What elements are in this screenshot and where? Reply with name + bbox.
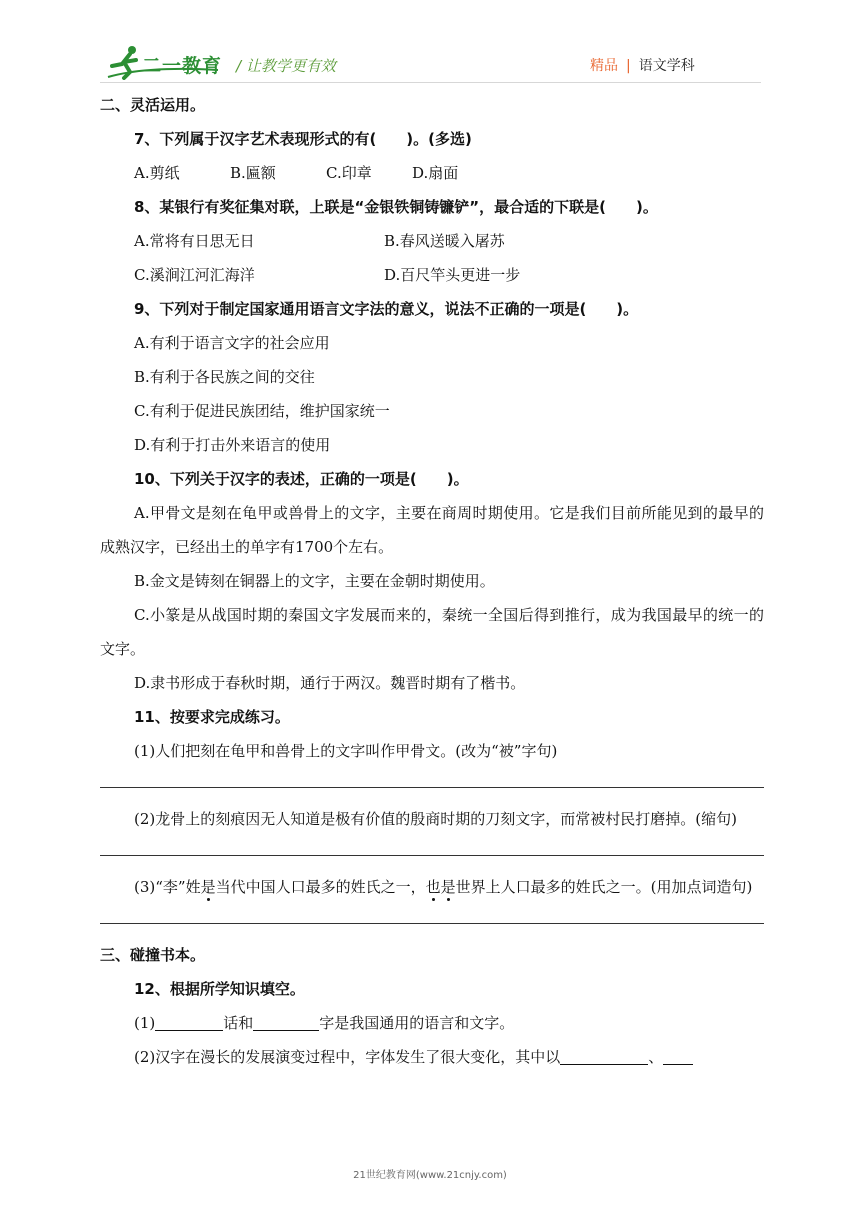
option-row	[100, 224, 764, 258]
option: B.有利于各民族之间的交往	[134, 368, 315, 386]
sub-question: (2)龙骨上的刻痕因无人知道是极有价值的殷商时期的刀刻文字，而常被村民打磨掉。(缩句)	[134, 810, 737, 828]
sub-question: (1)人们把刻在龟甲和兽骨上的文字叫作甲骨文。(改为“被”字句)	[134, 742, 558, 760]
slogan: / 让教学更有效	[236, 57, 336, 75]
option: B.春风送暖入屠苏	[384, 232, 505, 250]
option-row	[100, 156, 764, 190]
option: A.常将有日思无日	[134, 232, 255, 250]
answer-line[interactable]	[100, 923, 764, 924]
dotted-char: 也	[425, 878, 441, 896]
blank[interactable]	[253, 1012, 319, 1031]
section-title: 二、灵活运用。	[100, 96, 206, 114]
document-body	[100, 88, 764, 1074]
question-stem: 7、下列属于汉字艺术表现形式的有( )。(多选)	[134, 130, 472, 148]
option: A.甲骨文是刻在龟甲或兽骨上的文字，主要在商周时期使用。它是我们目前所能见到的最早的成熟汉字，已经出土的单字有1700个左右。	[100, 504, 764, 556]
question-stem: 10、下列关于汉字的表述，正确的一项是( )。	[134, 470, 469, 488]
page-header	[0, 0, 860, 90]
option: A.剪纸	[134, 164, 180, 182]
dotted-char: 是	[440, 878, 456, 896]
option: D.百尺竿头更进一步	[384, 266, 521, 284]
question-stem: 12、根据所学知识填空。	[134, 980, 305, 998]
option: C.印章	[326, 164, 372, 182]
fill-in-row: (1) 话和 字是我国通用的语言和文字。	[134, 1014, 515, 1032]
option: B.匾额	[230, 164, 276, 182]
option: D.隶书形成于春秋时期，通行于两汉。魏晋时期有了楷书。	[134, 674, 526, 692]
question-stem: 8、某银行有奖征集对联，上联是“金银铁铜铸镰铲”，最合适的下联是( )。	[134, 198, 658, 216]
question-stem: 11、按要求完成练习。	[134, 708, 290, 726]
subject-label: 语文学科	[638, 58, 695, 74]
dotted-word: 是	[200, 878, 216, 896]
answer-line[interactable]	[100, 855, 764, 856]
option: A.有利于语言文字的社会应用	[134, 334, 330, 352]
header-divider	[100, 82, 761, 83]
section-title: 三、碰撞书本。	[100, 946, 206, 964]
logo-text: 二一教育	[142, 55, 223, 77]
blank[interactable]	[560, 1046, 648, 1065]
quality-badge: 精品	[590, 58, 618, 74]
blank[interactable]	[155, 1012, 223, 1031]
blank[interactable]	[663, 1046, 693, 1065]
option: C.溪涧江河汇海洋	[134, 266, 255, 284]
footer-source: 21世纪教育网(www.21cnjy.com)	[353, 1170, 507, 1181]
answer-line[interactable]	[100, 787, 764, 788]
question-stem: 9、下列对于制定国家通用语言文字法的意义，说法不正确的一项是( )。	[134, 300, 639, 318]
header-subject: 精品 | 语文学科	[590, 58, 695, 74]
option: C.小篆是从战国时期的秦国文字发展而来的，秦统一全国后得到推行，成为我国最早的统一的文字。	[100, 606, 764, 658]
option: C.有利于促进民族团结，维护国家统一	[134, 402, 390, 420]
dotted-word	[426, 878, 456, 896]
option: B.金文是铸刻在铜器上的文字，主要在金朝时期使用。	[134, 572, 495, 590]
option: D.扇面	[412, 164, 459, 182]
fill-in-row: (2)汉字在漫长的发展演变过程中，字体发生了很大变化，其中以 、	[100, 1040, 764, 1074]
option: D.有利于打击外来语言的使用	[134, 436, 331, 454]
sub-question: (3)“李”姓是当代中国人口最多的姓氏之一，也是世界上人口最多的姓氏之一。(用加点词造句)	[134, 878, 753, 896]
option-row	[100, 258, 764, 292]
